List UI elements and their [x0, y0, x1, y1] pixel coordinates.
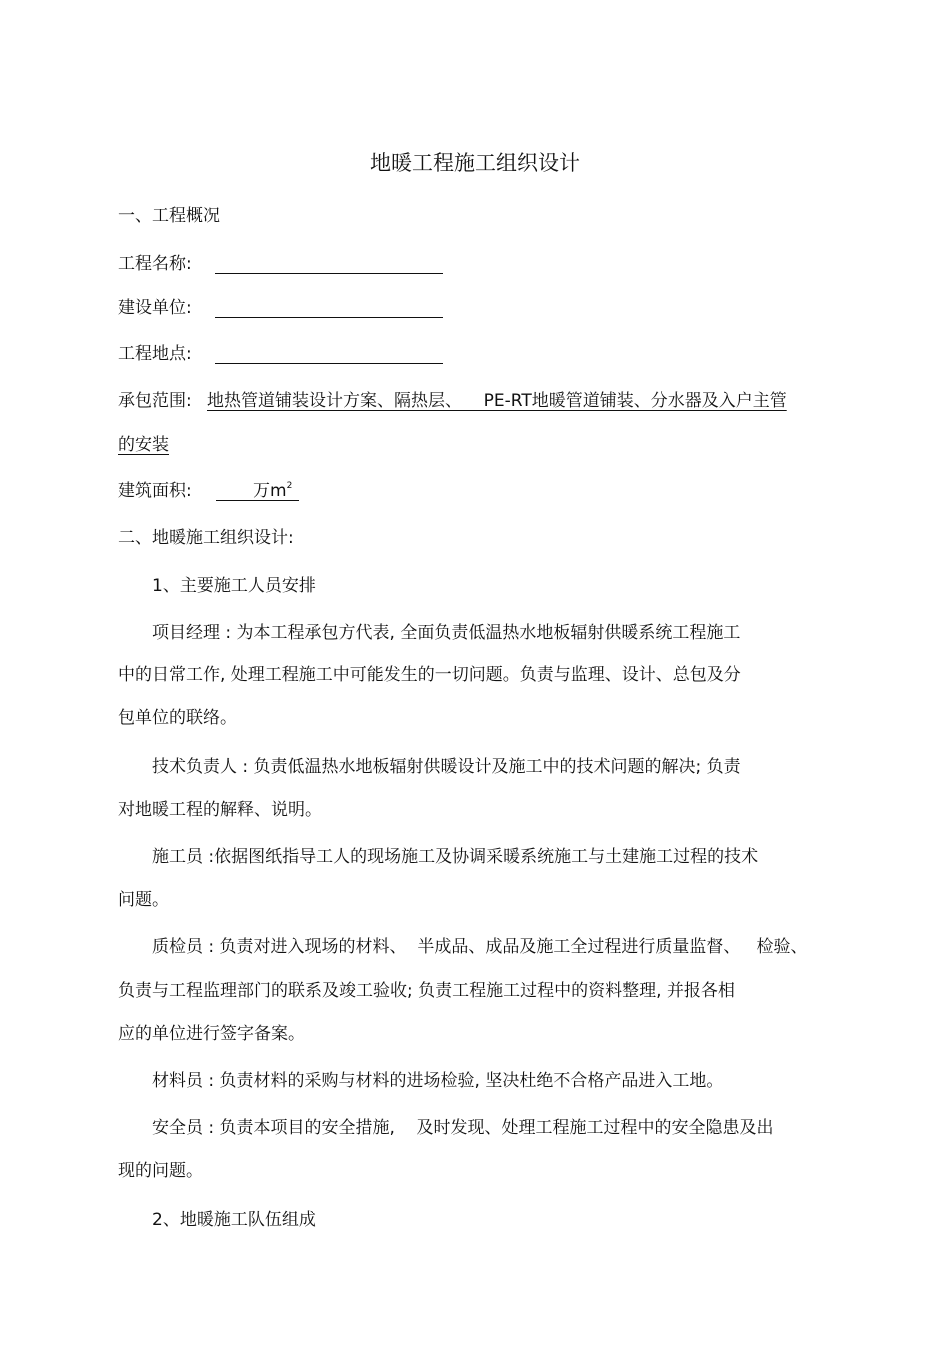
- project-name-blank: [215, 273, 443, 274]
- worker-line1: 施工员 :依据图纸指导工人的现场施工及协调采暖系统施工与土建施工过程的技术: [152, 847, 759, 867]
- subsection-staff: 1、主要施工人员安排: [152, 576, 316, 596]
- qc-line1: 质检员 : 负责对进入现场的材料、 半成品、成品及施工全过程进行质量监督、 检验、: [152, 937, 808, 957]
- qc-line3: 应的单位进行签字备案。: [118, 1024, 305, 1044]
- builder-blank: [215, 317, 443, 318]
- pm-line2: 中的日常工作, 处理工程施工中可能发生的一切问题。负责与监理、设计、总包及分: [118, 665, 741, 685]
- safety-line2: 现的问题。: [118, 1161, 203, 1181]
- worker-line2: 问题。: [118, 890, 169, 910]
- project-name-label: 工程名称:: [118, 254, 192, 274]
- area-unit: 万$m^2$: [253, 481, 293, 501]
- builder-label: 建设单位:: [118, 298, 192, 318]
- page-title: 地暖工程施工组织设计: [370, 151, 580, 175]
- scope-label: 承包范围:: [118, 391, 192, 411]
- tech-line2: 对地暖工程的解释、说明。: [118, 800, 322, 820]
- material-line1: 材料员 : 负责材料的采购与材料的进场检验, 坚决杜绝不合格产品进入工地。: [152, 1071, 724, 1091]
- subsection-team: 2、地暖施工队伍组成: [152, 1210, 316, 1230]
- pm-line3: 包单位的联络。: [118, 708, 237, 728]
- area-label: 建筑面积:: [118, 481, 192, 501]
- area-blank: [216, 500, 299, 501]
- location-label: 工程地点:: [118, 344, 192, 364]
- section-heading-overview: 一、工程概况: [118, 206, 220, 226]
- section-heading-design: 二、地暖施工组织设计:: [118, 528, 294, 548]
- qc-line2: 负责与工程监理部门的联系及竣工验收; 负责工程施工过程中的资料整理, 并报各相: [118, 981, 735, 1001]
- safety-line1: 安全员 : 负责本项目的安全措施, 及时发现、处理工程施工过程中的安全隐患及出: [152, 1118, 774, 1138]
- pm-line1: 项目经理 : 为本工程承包方代表, 全面负责低温热水地板辐射供暖系统工程施工: [152, 623, 741, 643]
- scope-value-line1: 地热管道铺装设计方案、隔热层、 PE-RT地暖管道铺装、分水器及入户主管: [207, 391, 787, 411]
- tech-line1: 技术负责人 : 负责低温热水地板辐射供暖设计及施工中的技术问题的解决; 负责: [152, 757, 741, 777]
- location-blank: [215, 363, 443, 364]
- scope-value-line2: 的安装: [118, 435, 169, 455]
